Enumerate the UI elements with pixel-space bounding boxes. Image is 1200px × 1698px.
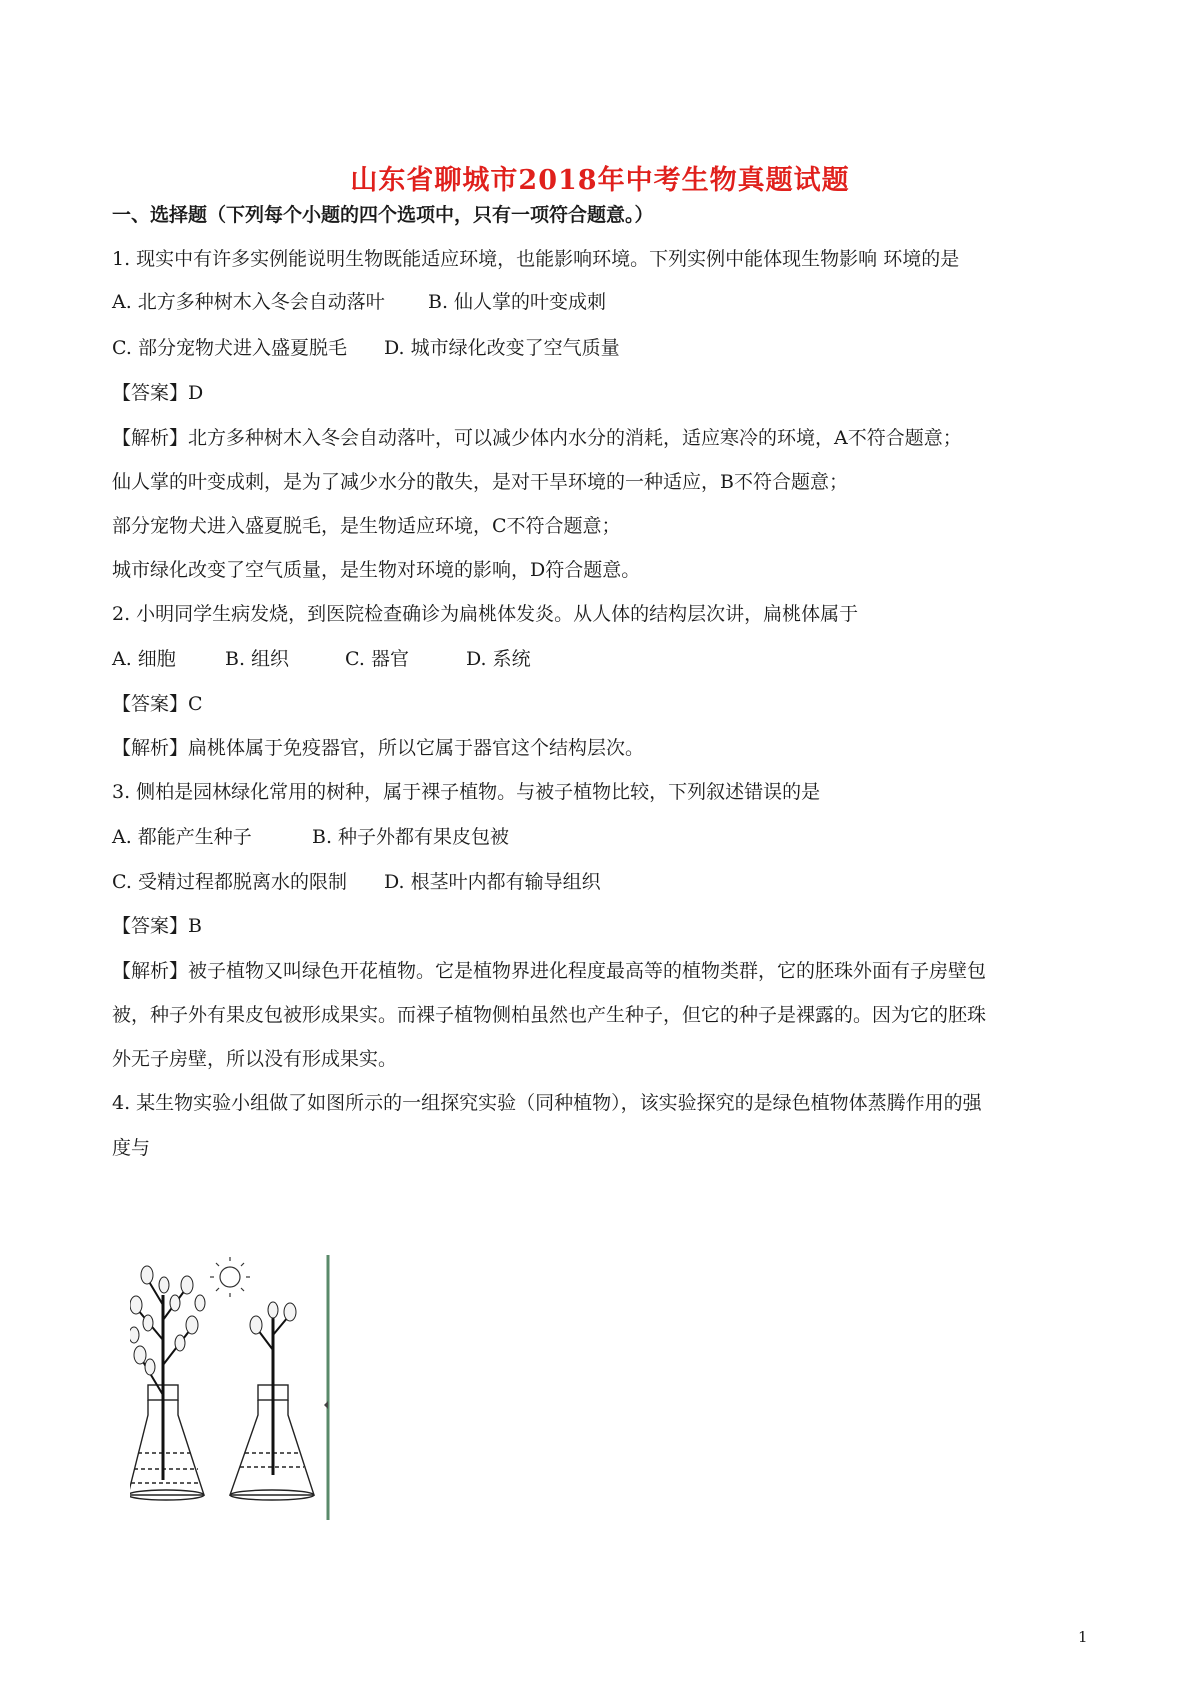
question-3-stem: 3. 侧柏是园林绿化常用的树种，属于裸子植物。与被子植物比较，下列叙述错误的是: [112, 781, 821, 803]
plant-flask-illustration: [130, 1255, 370, 1520]
question-3-answer: 【答案】B: [112, 915, 202, 937]
question-2-stem: 2. 小明同学生病发烧，到医院检查确诊为扁桃体发炎。从人体的结构层次讲，扁桃体属于: [112, 603, 859, 625]
question-1-analysis-line: 城市绿化改变了空气质量，是生物对环境的影响，D符合题意。: [112, 559, 641, 581]
question-1-options-row-1: [112, 287, 1112, 317]
option-a: A. 细胞: [112, 648, 176, 670]
question-4-stem: 4. 某生物实验小组做了如图所示的一组探究实验（同种植物），该实验探究的是绿色植物体蒸腾作用的强: [112, 1092, 982, 1114]
question-3-analysis-line: 被，种子外有果皮包被形成果实。而裸子植物侧柏虽然也产生种子，但它的种子是裸露的。因为它的胚珠: [112, 1004, 987, 1026]
option-d: D. 系统: [466, 648, 531, 670]
experiment-figure: [130, 1255, 370, 1520]
question-1-options-row-2: [112, 333, 1112, 363]
option-d: D. 根茎叶内都有输导组织: [384, 871, 601, 893]
option-a: A. 北方多种树木入冬会自动落叶: [112, 291, 385, 313]
option-d: D. 城市绿化改变了空气质量: [384, 337, 620, 359]
sun-icon: [210, 1257, 250, 1297]
question-1-analysis-line: 部分宠物犬进入盛夏脱毛，是生物适应环境，C不符合题意；: [112, 515, 621, 537]
question-1-answer: 【答案】D: [112, 382, 204, 404]
section-heading: 一、选择题（下列每个小题的四个选项中，只有一项符合题意。）: [112, 204, 654, 226]
option-b: B. 种子外都有果皮包被: [312, 826, 510, 848]
option-b: B. 仙人掌的叶变成刺: [428, 291, 607, 313]
left-plant: [138, 1280, 190, 1480]
page-title: 山东省聊城市2018年中考生物真题试题: [350, 165, 850, 196]
question-2-options-row-1: [112, 644, 1112, 674]
option-b: B. 组织: [225, 648, 290, 670]
question-3-options-row-2: [112, 867, 1112, 897]
question-3-analysis-line: 外无子房壁，所以没有形成果实。: [112, 1048, 398, 1070]
option-c: C. 部分宠物犬进入盛夏脱毛: [112, 337, 347, 359]
question-2-answer: 【答案】C: [112, 693, 203, 715]
question-4-stem: 度与: [112, 1137, 151, 1159]
question-3-options-row-1: [112, 822, 1112, 852]
option-c: C. 受精过程都脱离水的限制: [112, 871, 347, 893]
question-1-analysis-line: 【解析】北方多种树木入冬会自动落叶，可以减少体内水分的消耗，适应寒冷的环境，A不符合题意；: [112, 427, 962, 449]
page-number: 1: [1078, 1628, 1088, 1646]
question-2-analysis-line: 【解析】扁桃体属于免疫器官，所以它属于器官这个结构层次。: [112, 737, 645, 759]
option-c: C. 器官: [345, 648, 409, 670]
right-plant: [258, 1315, 288, 1475]
question-3-analysis-line: 【解析】被子植物又叫绿色开花植物。它是植物界进化程度最高等的植物类群，它的胚珠外面有子房壁包: [112, 960, 987, 982]
option-a: A. 都能产生种子: [112, 826, 252, 848]
left-flask: [130, 1385, 204, 1500]
question-1-analysis-line: 仙人掌的叶变成刺，是为了减少水分的散失，是对干旱环境的一种适应，B不符合题意；: [112, 471, 848, 493]
question-1-stem: 1. 现实中有许多实例能说明生物既能适应环境，也能影响环境。下列实例中能体现生物影响 环境的是: [112, 248, 960, 270]
